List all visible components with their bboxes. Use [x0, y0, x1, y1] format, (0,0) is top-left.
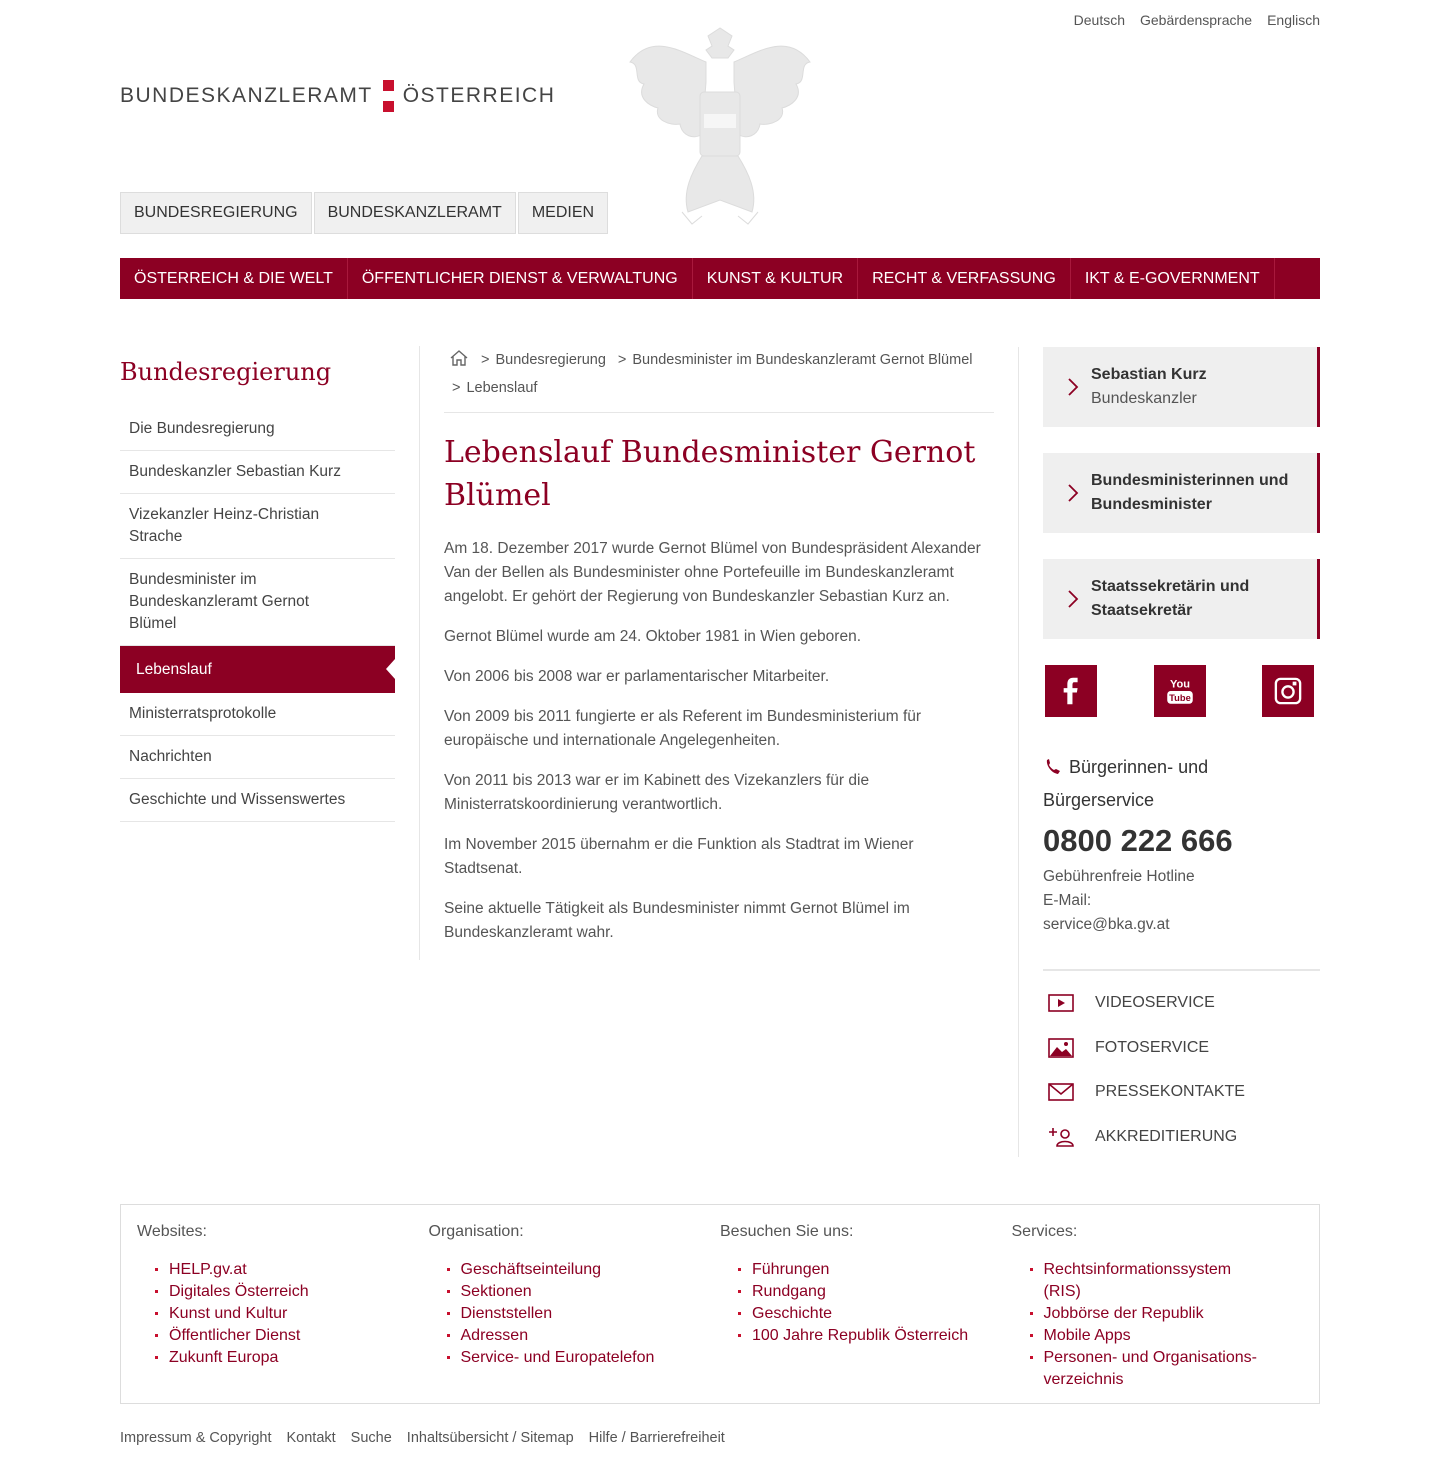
- footer-column-title: Organisation:: [428, 1223, 524, 1240]
- footer-link[interactable]: Führungen: [738, 1259, 1012, 1281]
- svg-text:You: You: [1169, 678, 1190, 691]
- footer-link[interactable]: Mobile Apps: [1030, 1325, 1262, 1347]
- footer-column-title: Besuchen Sie uns:: [720, 1223, 854, 1240]
- mail-icon: [1047, 1081, 1075, 1103]
- article-paragraph: Von 2009 bis 2011 fungierte er als Referent im Bundesministerium für europäische und internationale Angelegenheiten.: [444, 708, 922, 749]
- add-user-icon: [1047, 1126, 1075, 1148]
- footer-link[interactable]: Digitales Österreich: [155, 1281, 429, 1303]
- sidebar-menu: [120, 408, 395, 822]
- teaser-title: Sebastian Kurz: [1091, 366, 1207, 383]
- article-paragraph: Von 2006 bis 2008 war er parlamentarischer Mitarbeiter.: [444, 668, 830, 685]
- footer-column-title: Services:: [1011, 1223, 1078, 1240]
- lang-englisch[interactable]: Englisch: [1267, 12, 1320, 28]
- breadcrumb-current: Lebenslauf: [466, 380, 538, 396]
- mainnav-oesterreich-welt[interactable]: ÖSTERREICH & DIE WELT: [120, 258, 348, 299]
- logo-text-right: ÖSTERREICH: [402, 84, 556, 107]
- chevron-right-icon: [1067, 377, 1079, 397]
- link-label: PRESSEKONTAKTE: [1095, 1083, 1245, 1101]
- footer-link[interactable]: Dienststellen: [447, 1303, 721, 1325]
- mainnav-kunst-kultur[interactable]: KUNST & KULTUR: [693, 258, 858, 299]
- footer-column-services: [1011, 1223, 1304, 1388]
- mainnav-recht-verfassung[interactable]: RECHT & VERFASSUNG: [858, 258, 1071, 299]
- breadcrumb-bundesminister[interactable]: Bundesminister im Bundeskanzleramt Gernot Blümel: [632, 352, 973, 368]
- teaser-title: Bundesministerinnen und Bundesminister: [1091, 472, 1289, 513]
- breadcrumb-bundesregierung[interactable]: Bundesregierung: [495, 352, 606, 368]
- teaser-subtitle: Bundeskanzler: [1091, 390, 1197, 407]
- video-icon: [1047, 992, 1075, 1014]
- footer-link[interactable]: Personen- und Organisations-verzeichnis: [1030, 1347, 1262, 1391]
- breadcrumb: [444, 346, 994, 413]
- link-kontakt[interactable]: Kontakt: [286, 1430, 336, 1446]
- link-videoservice[interactable]: [1043, 981, 1320, 1026]
- chevron-right-icon: [1067, 483, 1079, 503]
- footer-link[interactable]: Geschäftseinteilung: [447, 1259, 721, 1281]
- link-suche[interactable]: Suche: [350, 1430, 392, 1446]
- link-label: FOTOSERVICE: [1095, 1038, 1210, 1056]
- article-paragraph: Von 2011 bis 2013 war er im Kabinett des Vizekanzlers für die Ministerratskoordinierung verantwortlich.: [444, 772, 870, 813]
- footer-column-organisation: [429, 1223, 721, 1385]
- logo-text-left: BUNDESKANZLERAMT: [120, 84, 373, 107]
- service-hotline: Gebührenfreie Hotline: [1043, 868, 1195, 885]
- footer-link[interactable]: Service- und Europatelefon: [447, 1347, 721, 1369]
- facebook-icon[interactable]: [1045, 665, 1097, 717]
- sidebar-item-die-bundesregierung[interactable]: Die Bundesregierung: [120, 408, 395, 451]
- breadcrumb-separator: >: [481, 352, 490, 368]
- article-paragraph: Gernot Blümel wurde am 24. Oktober 1981 in Wien geboren.: [444, 628, 862, 645]
- service-phone[interactable]: 0800 222 666: [1043, 823, 1233, 858]
- link-sitemap[interactable]: Inhaltsübersicht / Sitemap: [406, 1430, 574, 1446]
- sidebar: [120, 346, 395, 822]
- main-navigation: [120, 258, 1320, 299]
- topnav-bundeskanzleramt[interactable]: BUNDESKANZLERAMT: [314, 192, 516, 234]
- home-icon: [449, 349, 469, 367]
- sidebar-divider: [419, 346, 420, 960]
- footer-link[interactable]: Adressen: [447, 1325, 721, 1347]
- service-email-label: E-Mail:: [1043, 892, 1092, 909]
- site-logo[interactable]: [120, 80, 555, 112]
- lang-gebaerdensprache[interactable]: Gebärdensprache: [1140, 12, 1253, 28]
- link-label: AKKREDITIERUNG: [1095, 1127, 1238, 1145]
- photo-icon: [1047, 1037, 1075, 1059]
- sidebar-title: Bundesregierung: [120, 358, 332, 386]
- chevron-right-icon: [1067, 589, 1079, 609]
- breadcrumb-home[interactable]: [444, 352, 469, 368]
- link-hilfe[interactable]: Hilfe / Barrierefreiheit: [588, 1430, 725, 1446]
- footer-link[interactable]: Jobbörse der Republik: [1030, 1303, 1262, 1325]
- media-links: [1043, 969, 1320, 1159]
- mainnav-oeffentlicher-dienst[interactable]: ÖFFENTLICHER DIENST & VERWALTUNG: [348, 258, 693, 299]
- sidebar-item-bundeskanzler[interactable]: Bundeskanzler Sebastian Kurz: [120, 451, 395, 494]
- footer-link[interactable]: Öffentlicher Dienst: [155, 1325, 429, 1347]
- link-pressekontakte[interactable]: [1043, 1070, 1320, 1115]
- sidebar-item-nachrichten[interactable]: Nachrichten: [120, 736, 395, 779]
- main-content: [444, 346, 994, 961]
- svg-text:Tube: Tube: [1168, 693, 1191, 704]
- footer-link[interactable]: HELP.gv.at: [155, 1259, 429, 1281]
- right-column-divider: [1018, 347, 1019, 1157]
- citizen-service: [1043, 751, 1320, 937]
- service-email[interactable]: service@bka.gv.at: [1043, 916, 1170, 933]
- sidebar-item-bundesminister[interactable]: Bundesminister im Bundeskanzleramt Gernot Blümel: [120, 559, 395, 646]
- mainnav-ikt-egovernment[interactable]: IKT & E-GOVERNMENT: [1071, 258, 1275, 299]
- instagram-icon[interactable]: [1262, 665, 1314, 717]
- teaser-bundesminister[interactable]: [1043, 453, 1320, 533]
- footer-column-besuchen: [720, 1223, 1012, 1385]
- sidebar-item-geschichte[interactable]: Geschichte und Wissenswertes: [120, 779, 395, 822]
- footer-column-title: Websites:: [137, 1223, 207, 1240]
- footer-link[interactable]: Geschichte: [738, 1303, 1012, 1325]
- teaser-title: Staatssekretärin und Staatsekretär: [1091, 578, 1250, 619]
- youtube-icon[interactable]: [1154, 665, 1206, 717]
- teaser-staatssekretaere[interactable]: [1043, 559, 1320, 639]
- logo-flag-icon: [383, 80, 394, 112]
- breadcrumb-separator: >: [617, 352, 627, 368]
- footer-link[interactable]: Rundgang: [738, 1281, 1012, 1303]
- phone-icon: [1043, 757, 1063, 777]
- article-paragraph: Am 18. Dezember 2017 wurde Gernot Blümel von Bundespräsident Alexander Van der Bellen als Bundesminister ohne Portefeuille im Bundeskanzleramt angelobt. Er gehört der Regierung von Bundeskanzler Sebastian Kurz an.: [444, 540, 981, 605]
- footer-link[interactable]: Sektionen: [447, 1281, 721, 1303]
- link-label: VIDEOSERVICE: [1095, 994, 1215, 1012]
- footer-link[interactable]: 100 Jahre Republik Österreich: [738, 1325, 1012, 1347]
- footer-link[interactable]: Zukunft Europa: [155, 1347, 429, 1369]
- page-title: Lebenslauf Bundesminister Gernot Blümel: [444, 435, 976, 513]
- right-column: [1043, 347, 1320, 1159]
- service-heading: Bürgerinnen- und Bürgerservice: [1043, 757, 1209, 810]
- topnav-medien[interactable]: MEDIEN: [518, 192, 608, 234]
- footer-link[interactable]: Kunst und Kultur: [155, 1303, 429, 1325]
- article-paragraph: Seine aktuelle Tätigkeit als Bundesminister nimmt Gernot Blümel im Bundeskanzleramt wahr.: [444, 900, 910, 941]
- footer-links: [120, 1204, 1320, 1404]
- link-fotoservice[interactable]: [1043, 1026, 1320, 1071]
- top-navigation: [120, 192, 608, 234]
- link-impressum[interactable]: Impressum & Copyright: [120, 1430, 272, 1446]
- article-paragraph: Im November 2015 übernahm er die Funktion als Stadtrat im Wiener Stadtsenat.: [444, 836, 914, 877]
- social-links: [1045, 665, 1314, 717]
- eagle-coat-of-arms-icon: [622, 22, 818, 228]
- lang-deutsch[interactable]: Deutsch: [1073, 12, 1125, 28]
- sidebar-item-ministerratsprotokolle[interactable]: Ministerratsprotokolle: [120, 693, 395, 736]
- teaser-sebastian-kurz[interactable]: [1043, 347, 1320, 427]
- link-akkreditierung[interactable]: [1043, 1115, 1320, 1160]
- sidebar-item-vizekanzler[interactable]: Vizekanzler Heinz-Christian Strache: [120, 494, 395, 559]
- footer-link[interactable]: Rechtsinformationssystem (RIS): [1030, 1259, 1262, 1303]
- footer-bottom-links: [120, 1430, 725, 1446]
- topnav-bundesregierung[interactable]: BUNDESREGIERUNG: [120, 192, 312, 234]
- breadcrumb-separator: >: [452, 380, 461, 396]
- sidebar-item-lebenslauf[interactable]: Lebenslauf: [120, 646, 395, 693]
- language-switcher: [1074, 12, 1320, 28]
- footer-column-websites: [137, 1223, 429, 1385]
